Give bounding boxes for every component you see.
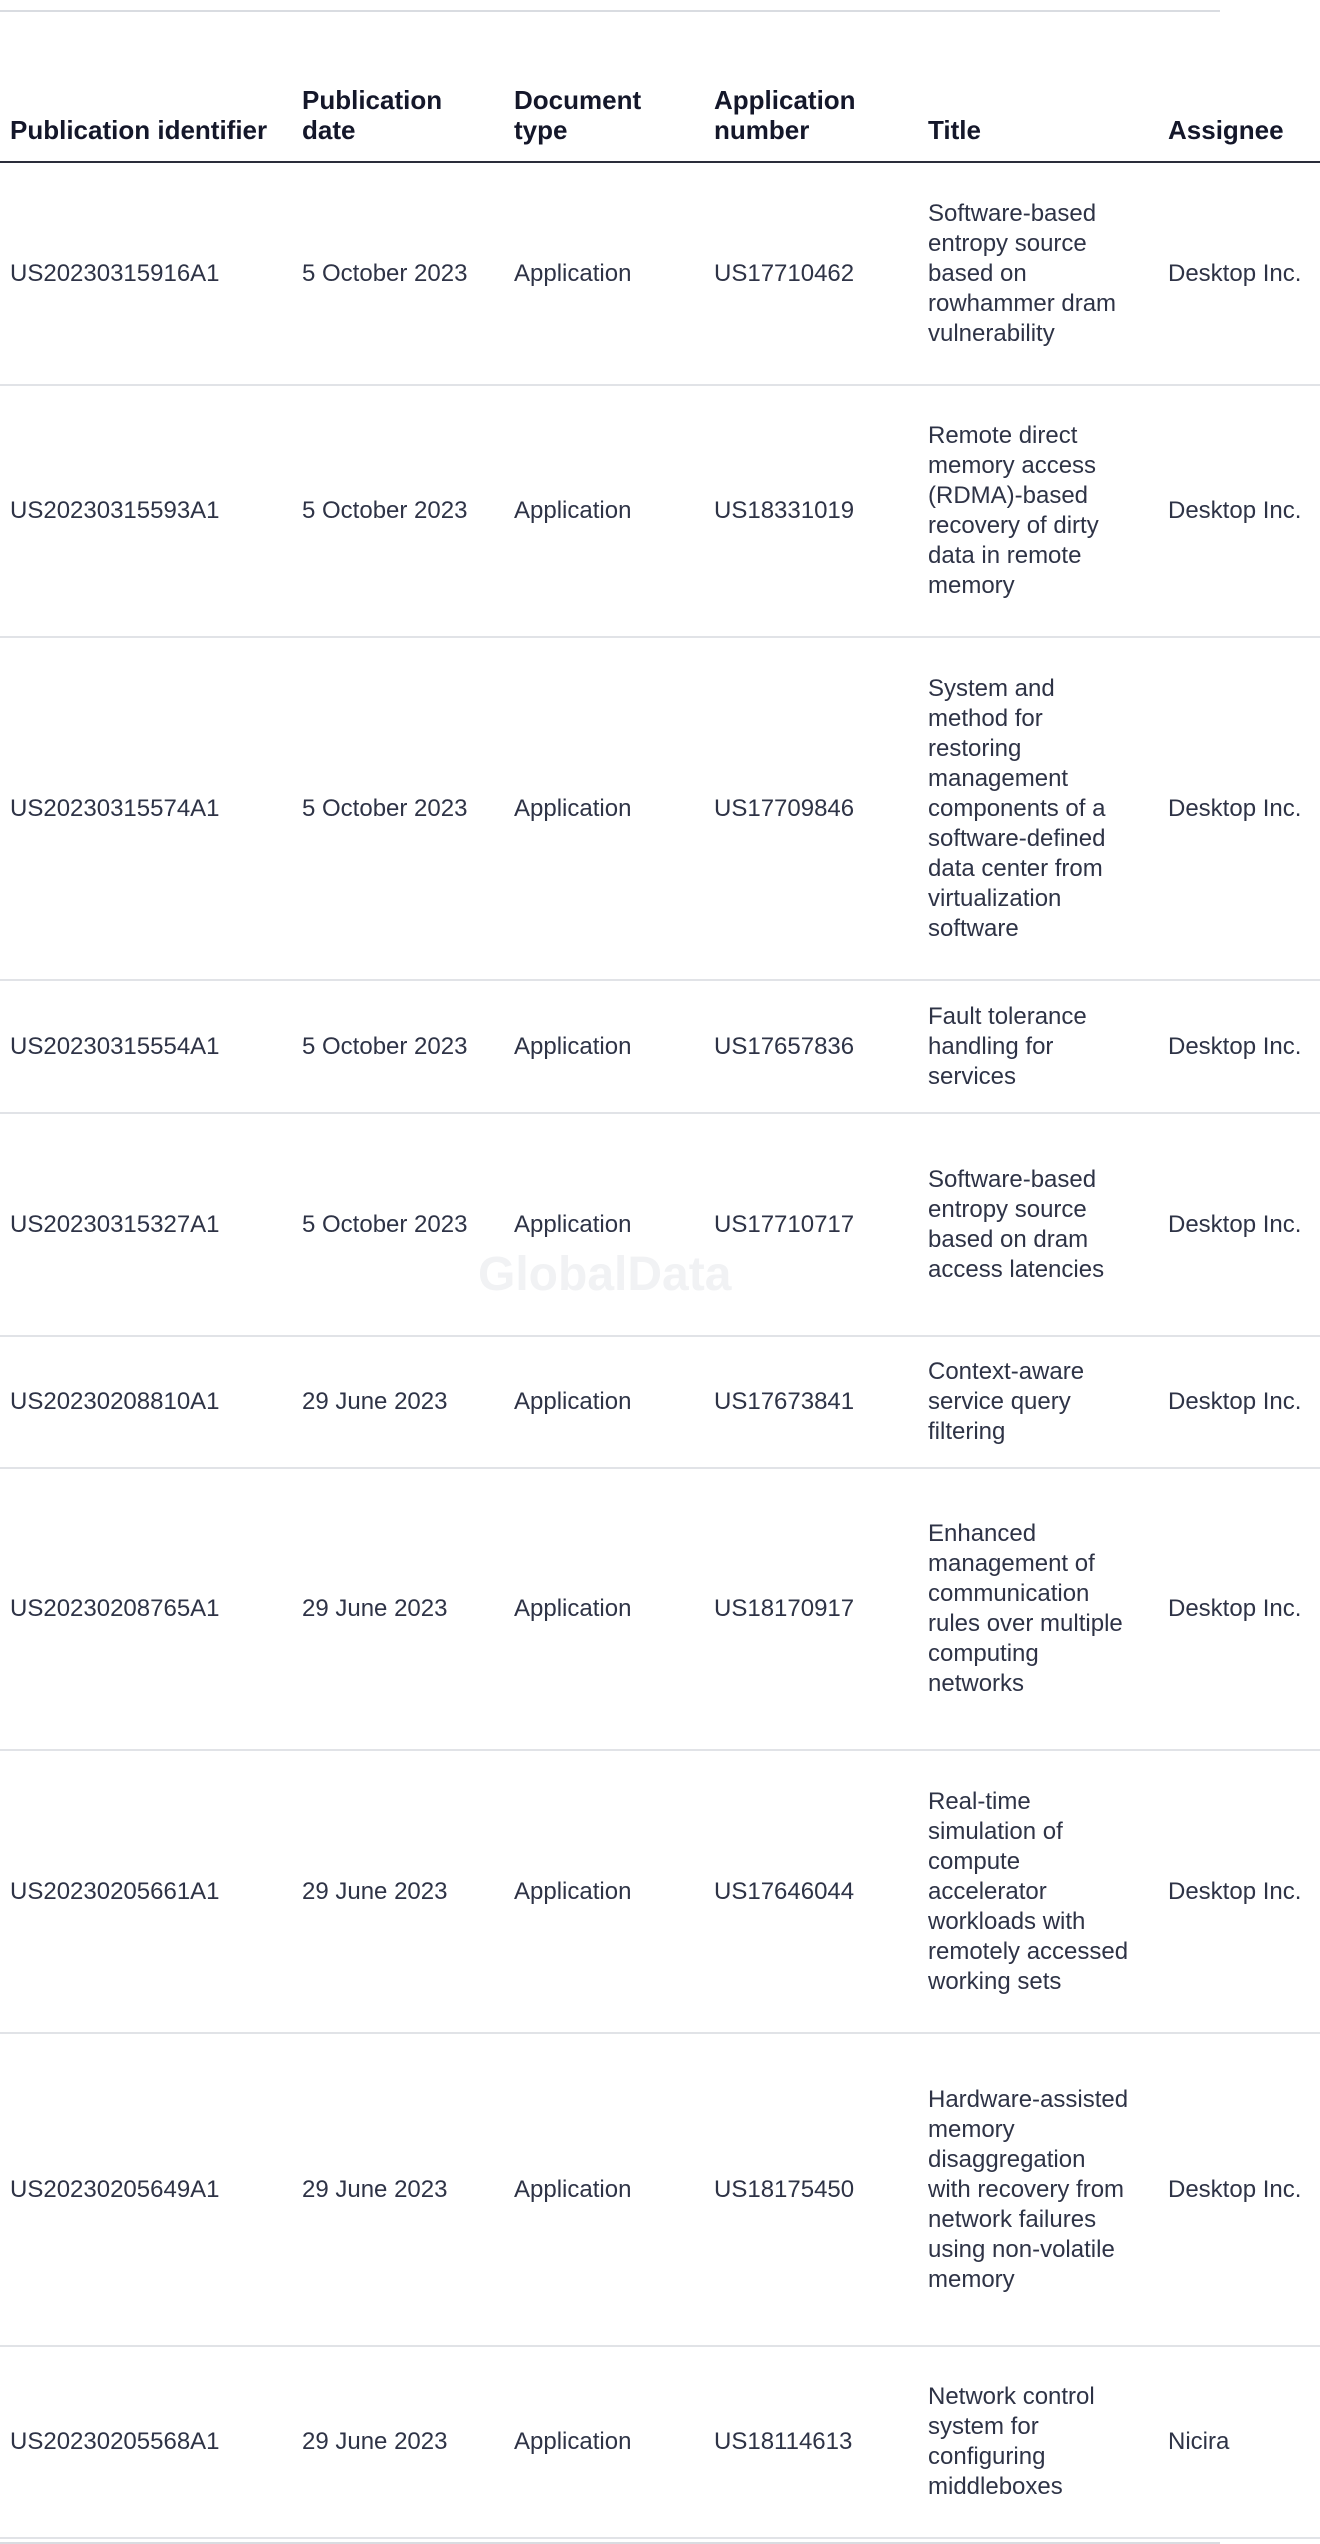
table-row	[0, 980, 1320, 1113]
document-type-cell: Application	[504, 980, 704, 1113]
header-row	[0, 12, 1320, 162]
document-type-cell: Application	[504, 1336, 704, 1468]
title-cell: Hardware-assisted memory disaggregation with recovery from network failures using non-volatile memory	[918, 2033, 1158, 2346]
assignee-cell: Desktop Inc.	[1158, 1750, 1320, 2033]
table-row	[0, 162, 1320, 385]
title-cell: Enhanced management of communication rules over multiple computing networks	[918, 1468, 1158, 1750]
application-number-cell: US18331019	[704, 385, 918, 637]
publication-identifier-cell: US20230208810A1	[0, 1336, 292, 1468]
application-number-cell: US17673841	[704, 1336, 918, 1468]
assignee-cell: Desktop Inc.	[1158, 637, 1320, 980]
assignee-cell: Desktop Inc.	[1158, 1468, 1320, 1750]
publication-date-cell: 5 October 2023	[292, 1113, 504, 1336]
assignee-cell: Desktop Inc.	[1158, 980, 1320, 1113]
patent-publications-table	[0, 12, 1320, 2539]
publication-date-cell: 5 October 2023	[292, 385, 504, 637]
publication-date-cell: 5 October 2023	[292, 980, 504, 1113]
publication-identifier-cell: US20230315574A1	[0, 637, 292, 980]
publication-date-cell: 29 June 2023	[292, 1468, 504, 1750]
assignee-cell: Desktop Inc.	[1158, 162, 1320, 385]
publication-date-cell: 29 June 2023	[292, 1750, 504, 2033]
assignee-cell: Nicira	[1158, 2346, 1320, 2538]
table-row	[0, 1750, 1320, 2033]
assignee-cell: Desktop Inc.	[1158, 1113, 1320, 1336]
application-number-cell: US18170917	[704, 1468, 918, 1750]
publication-identifier-cell: US20230205568A1	[0, 2346, 292, 2538]
column-header-publication-identifier: Publication identifier	[0, 12, 292, 162]
table-row	[0, 2033, 1320, 2346]
table-row	[0, 1468, 1320, 1750]
application-number-cell: US18175450	[704, 2033, 918, 2346]
title-cell: System and method for restoring management components of a software-defined data center from virtualization software	[918, 637, 1158, 980]
application-number-cell: US17710462	[704, 162, 918, 385]
document-type-cell: Application	[504, 385, 704, 637]
column-header-assignee: Assignee	[1158, 12, 1320, 162]
assignee-cell: Desktop Inc.	[1158, 1336, 1320, 1468]
table-row	[0, 2346, 1320, 2538]
table-row	[0, 1336, 1320, 1468]
document-type-cell: Application	[504, 637, 704, 980]
watermark: GlobalData	[478, 1248, 732, 1301]
publication-date-cell: 5 October 2023	[292, 637, 504, 980]
publication-identifier-cell: US20230315916A1	[0, 162, 292, 385]
publication-identifier-cell: US20230315327A1	[0, 1113, 292, 1336]
application-number-cell: US17657836	[704, 980, 918, 1113]
document-type-cell: Application	[504, 1113, 704, 1336]
title-cell: Network control system for configuring middleboxes	[918, 2346, 1158, 2538]
document-type-cell: Application	[504, 1750, 704, 2033]
publication-identifier-cell: US20230205661A1	[0, 1750, 292, 2033]
document-type-cell: Application	[504, 2346, 704, 2538]
application-number-cell: US17646044	[704, 1750, 918, 2033]
title-cell: Context-aware service query filtering	[918, 1336, 1158, 1468]
table-header	[0, 12, 1320, 162]
publication-identifier-cell: US20230205649A1	[0, 2033, 292, 2346]
table-row	[0, 637, 1320, 980]
title-cell: Remote direct memory access (RDMA)-based recovery of dirty data in remote memory	[918, 385, 1158, 637]
publication-date-cell: 5 October 2023	[292, 162, 504, 385]
publication-date-cell: 29 June 2023	[292, 2033, 504, 2346]
publication-identifier-cell: US20230208765A1	[0, 1468, 292, 1750]
table-row	[0, 385, 1320, 637]
patent-table-container	[0, 12, 1302, 2542]
document-type-cell: Application	[504, 1468, 704, 1750]
column-header-title: Title	[918, 12, 1158, 162]
application-number-cell: US18114613	[704, 2346, 918, 2538]
publication-identifier-cell: US20230315593A1	[0, 385, 292, 637]
column-header-document-type: Document type	[504, 12, 704, 162]
publication-identifier-cell: US20230315554A1	[0, 980, 292, 1113]
title-cell: Fault tolerance handling for services	[918, 980, 1158, 1113]
column-header-application-number: Application number	[704, 12, 918, 162]
table-row	[0, 1113, 1320, 1336]
assignee-cell: Desktop Inc.	[1158, 2033, 1320, 2346]
title-cell: Real-time simulation of compute accelerator workloads with remotely accessed working sets	[918, 1750, 1158, 2033]
column-header-publication-date: Publication date	[292, 12, 504, 162]
publication-date-cell: 29 June 2023	[292, 1336, 504, 1468]
document-type-cell: Application	[504, 162, 704, 385]
application-number-cell: US17710717	[704, 1113, 918, 1336]
title-cell: Software-based entropy source based on rowhammer dram vulnerability	[918, 162, 1158, 385]
table-body	[0, 162, 1320, 2538]
application-number-cell: US17709846	[704, 637, 918, 980]
title-cell: Software-based entropy source based on dram access latencies	[918, 1113, 1158, 1336]
document-type-cell: Application	[504, 2033, 704, 2346]
assignee-cell: Desktop Inc.	[1158, 385, 1320, 637]
publication-date-cell: 29 June 2023	[292, 2346, 504, 2538]
